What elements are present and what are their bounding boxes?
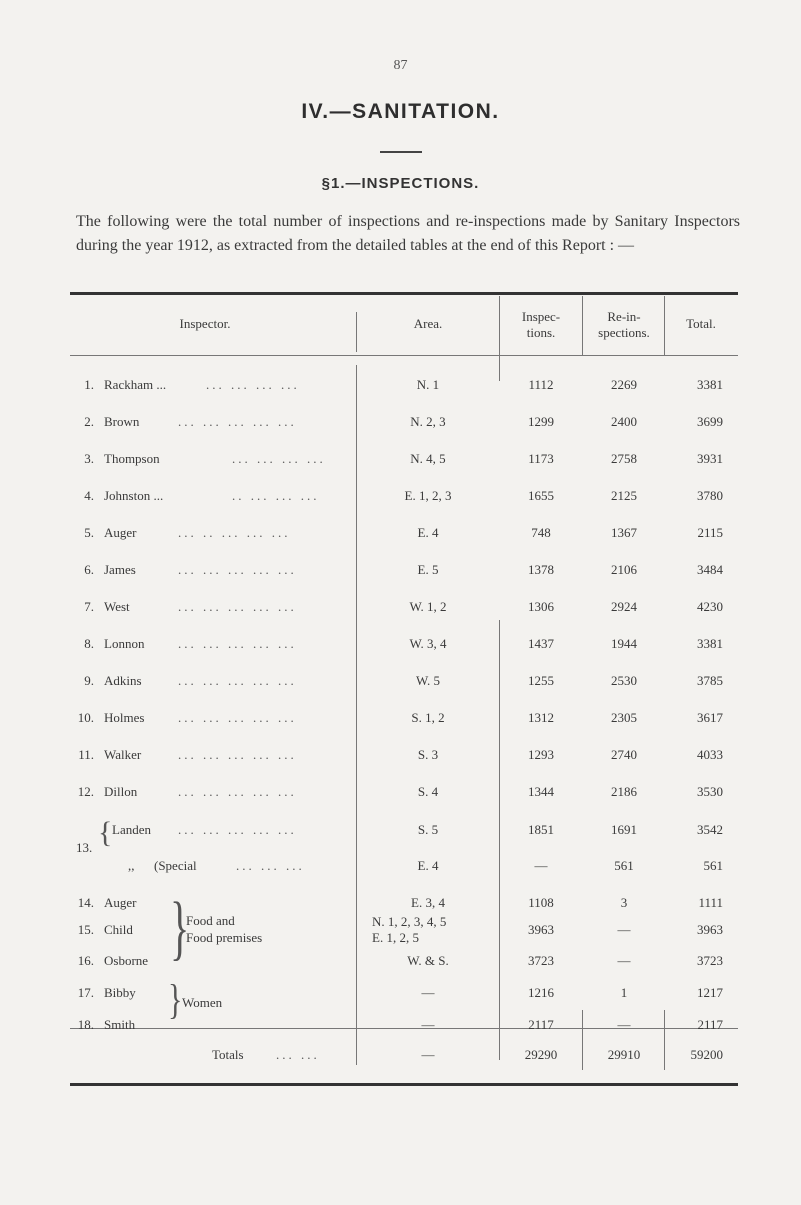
table-header-rule: [70, 355, 738, 356]
intro-paragraph: The following were the total number of inspections and re-inspections made by Sanitary Inspectors during the year 1912, as extracted from the detailed tables at the end of this Report : —: [76, 213, 740, 254]
table-row: 6. James ... ... ... ... ... E. 5 1378 2106 3484: [84, 562, 723, 577]
table-row: 5. Auger ... .. ... ... ... E. 4 748 1367 2115: [84, 525, 723, 540]
table-row: 14. Auger E. 3, 4 1108 3 1111: [77, 895, 723, 910]
table-row: 12. Dillon ... ... ... ... ... S. 4 1344 2186 3530: [77, 784, 723, 799]
title-rule: [380, 151, 422, 153]
header-inspector: Inspector.: [179, 316, 231, 331]
header-reinspections: Re-in- spections.: [598, 309, 650, 340]
table-row: 10. Holmes ... ... ... ... ... S. 1, 2 1312 2305 3617: [77, 710, 723, 725]
row-number-13: 13.: [76, 840, 93, 855]
food-premises-label: Food premises: [186, 930, 263, 945]
table-row: 9. Adkins ... ... ... ... ... W. 5 1255 2530 3785: [84, 673, 723, 688]
table-row: 11. Walker ... ... ... ... ... S. 3 1293 2740 4033: [78, 747, 723, 762]
table-row: 8. Lonnon ... ... ... ... ... W. 3, 4 1437 1944 3381: [84, 636, 723, 651]
header-inspections: Inspec- tions.: [521, 309, 561, 340]
table-row: ,, (Special ... ... ... E. 4 — 561 561: [128, 858, 723, 873]
table-row: 7. West ... ... ... ... ... W. 1, 2 1306 2924 4230: [84, 599, 723, 614]
brace-right: }: [170, 886, 190, 968]
section-heading: §1.—INSPECTIONS.: [321, 175, 480, 192]
page-title: IV.—SANITATION.: [301, 100, 500, 123]
table-row: Landen ... ... ... ... ... S. 5 1851 1691 3542: [112, 822, 723, 837]
food-label: Food and: [186, 913, 235, 928]
header-total: Total.: [686, 316, 716, 331]
header-area: Area.: [413, 316, 443, 331]
table-row: 18. Smith — 2117 — 2117: [77, 1017, 723, 1032]
table-row: 15. Child N. 1, 2, 3, 4, 5 E. 1, 2, 5 3963 — 3963: [77, 914, 723, 945]
table-bottom-rule: [70, 1083, 738, 1086]
table-row: 3. Thompson ... ... ... ... N. 4, 5 1173 2758 3931: [84, 451, 723, 466]
column-divider: [356, 312, 357, 352]
table-row: 4. Johnston ... .. ... ... ... E. 1, 2, 3 1655 2125 3780: [84, 488, 723, 503]
table-row: 2. Brown ... ... ... ... ... N. 2, 3 1299 2400 3699: [84, 414, 723, 429]
table-row: 16. Osborne W. & S. 3723 — 3723: [77, 953, 723, 968]
table-row: 1. Rackham ... ... ... ... ... N. 1 1112 2269 3381: [84, 377, 723, 392]
brace-right: }: [168, 977, 183, 1024]
women-label: Women: [182, 995, 223, 1010]
totals-row: Totals ... ... — 29290 29910 59200: [212, 1047, 723, 1062]
page-number: 87: [393, 58, 408, 73]
table-row: 17. Bibby — 1216 1 1217: [77, 985, 723, 1000]
brace-left: {: [98, 816, 113, 849]
table-top-rule: [70, 292, 738, 295]
